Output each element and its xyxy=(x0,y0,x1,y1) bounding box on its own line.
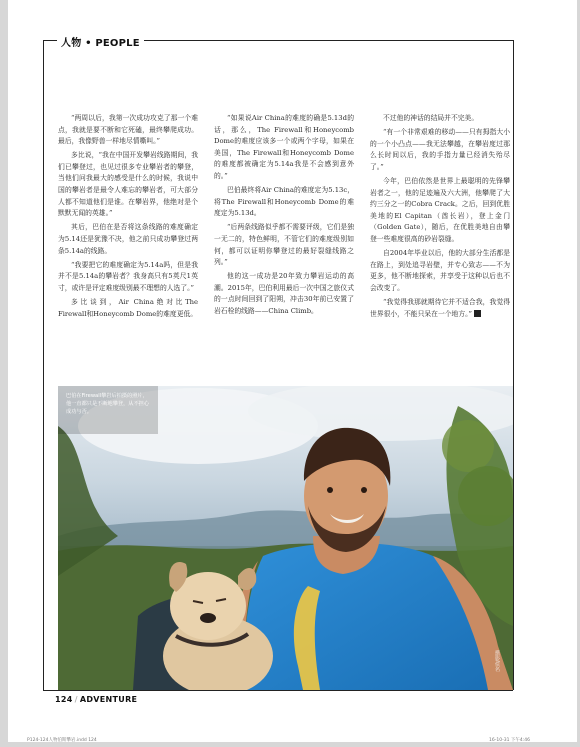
paragraph: “后两条线路似乎都不需要评级，它们是独一无二的，特色鲜明，不管它们的难度级别如何，都可以证明你攀登过的最好裂缝线路之列。” xyxy=(214,223,354,267)
paragraph: 今年，巴伯依然是世界上最聪明的先锋攀岩者之一，他的足迹遍及六大洲，他攀爬了大约三分之一的Cobra Crack。之后，回到优胜美地的El Capitan（酋长岩），登上金门（Golden Gate），随后，在优胜美地自由攀登一些难度很高的砂岩裂缝。 xyxy=(370,176,510,243)
tree-canopy xyxy=(442,420,494,472)
section-label: 人物 • PEOPLE xyxy=(57,34,144,49)
paragraph: 多比说，“我在中国开发攀岩线路期间，我们已攀登过，也见过很多专业攀岩者的攀登，当他们问我最大的感受是什么的时候，我说中国的攀岩者是最令人难忘的攀岩者，可大部分人都不知道他们是谁。在攀岩界，他绝对是个默默无闻的英雄。” xyxy=(58,151,198,218)
paragraph: 多比谈到，Air China绝对比The Firewall和Honeycomb Dome的难度更低。 xyxy=(58,297,198,318)
print-slug-file: P124-124人物伯斯攀岩.indd 124 xyxy=(27,738,97,743)
frame-rule-right xyxy=(513,40,514,690)
eye-right xyxy=(361,487,367,493)
paragraph: 巴伯最终将Air China的难度定为5.13c，将The Firewall和Honeycomb Dome的难度定为5.13d。 xyxy=(214,186,354,218)
page-folio xyxy=(55,695,137,704)
paragraph: “如果说Air China的难度的确是5.13d的话，那么，The Firewall和Honeycomb Dome的难度应该多一个或两个字母，如果在美国，The Firewall和Honeycomb Dome的难度都被确定为5.14a我是不会感到意外的。” xyxy=(214,114,354,180)
paragraph: 不过他的神话的结局并不完美。 xyxy=(383,114,479,122)
text-column-1 xyxy=(58,113,198,323)
page-number: 124 xyxy=(55,695,73,704)
dog-nose xyxy=(200,613,216,623)
paragraph: 自2004年毕业以后，他的大部分生活都是在路上，到处追寻岩壁，并专心致志——不为更多，他不断地探索，并享受于这种以后也不会改变了。 xyxy=(370,249,510,292)
folio-slash-icon: / xyxy=(74,695,78,704)
end-mark-icon xyxy=(474,310,481,317)
paragraph: “我要把它的难度确定为5.14a吗，但是我并不是5.14a的攀岩者？我身高只有5英尺1英寸，或许是评定难度级别最不理想的人选了。” xyxy=(58,260,198,292)
print-slug-date: 16-10-31 下午4:46 xyxy=(489,738,530,743)
folio-section: ADVENTURE xyxy=(79,695,138,704)
text-column-2 xyxy=(214,113,354,320)
frame-rule-left xyxy=(43,40,44,690)
frame-rule-bottom xyxy=(43,690,513,691)
photo-illustration xyxy=(58,386,513,690)
text-column-3 xyxy=(370,113,510,323)
paragraph-text: “我觉得我那就期待它并不适合我，我觉得世界很小，不能只呆在一个地方。” xyxy=(370,297,510,318)
eye-left xyxy=(327,487,333,493)
photo-caption: 巴伯在Firewall攀岩后拍摄的照片，他一直都只是不断地攀登，从不担心成功与否。 xyxy=(66,393,150,415)
paragraph: “有一个非常艰难的移动——只有拇指大小的一个小凸点——我无法攀越，在攀岩度过那么长时间以后，我的手指力量已经消失殆尽了。” xyxy=(370,128,510,171)
feature-photo xyxy=(58,386,513,690)
photo-credit: 摄影/佚名 xyxy=(494,650,500,672)
paragraph: “两周以后，我第一次成功攻克了那一个难点，我就是要不断和它死磕，最终攀爬成功。最后，我像野兽一样地尽情嘶叫。” xyxy=(58,114,198,146)
paragraph-final xyxy=(370,297,510,320)
paragraph: 其后，巴伯在是否将这条线路的难度确定为5.14还是犹豫不决，他之前只成功攀登过两条5.14a的线路。 xyxy=(58,223,198,255)
paragraph: 他的这一成功是20年致力攀岩运动的高潮。2015年，巴伯利用最后一次中国之旅仪式的一点时间回到了阳朔，冲击30年前已安置了岩石栓的线路——China Climb。 xyxy=(214,272,354,315)
